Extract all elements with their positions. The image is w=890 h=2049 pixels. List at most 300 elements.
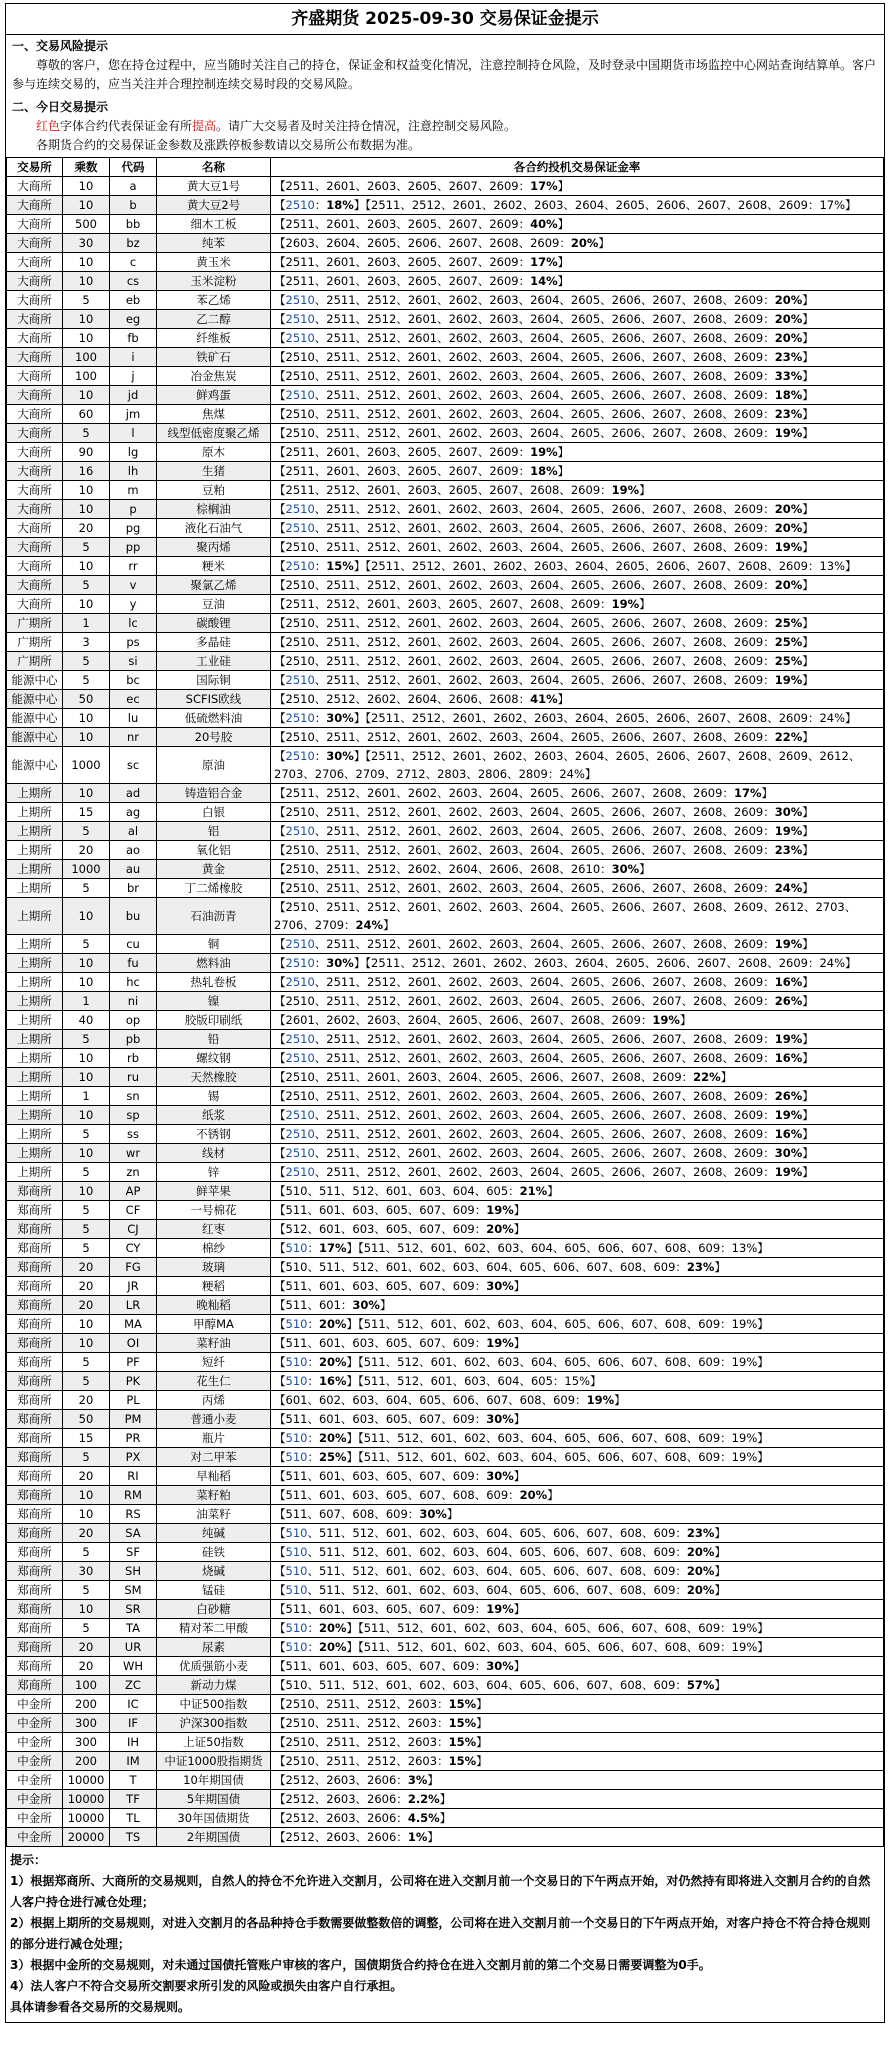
table-row xyxy=(7,803,884,822)
contract-list: 【2510、2511、2512、2601、2602、2603、2604、2605、2606、2607、2608、2609： xyxy=(274,654,775,668)
cell-margin-rates xyxy=(271,462,884,481)
table-row xyxy=(7,1752,884,1771)
cell-multiplier: 10 xyxy=(63,954,110,973)
contract-list: 【2510、2511、2512、2603： xyxy=(274,1716,449,1730)
contract-list-tail: 】 xyxy=(557,692,570,706)
cell-name: 原油 xyxy=(157,747,271,784)
cell-exchange: 广期所 xyxy=(7,633,63,652)
cell-exchange: 大商所 xyxy=(7,196,63,215)
table-row xyxy=(7,747,884,784)
cell-code: RM xyxy=(110,1486,157,1505)
cell-name: 中证500指数 xyxy=(157,1695,271,1714)
table-header-row xyxy=(7,158,884,177)
today-heading: 二、今日交易提示 xyxy=(12,100,109,114)
contract-list-tail: 】【2511、2512、2601、2602、2603、2604、2605、2606、2607、2608、2609：24%】 xyxy=(353,711,857,725)
table-row xyxy=(7,709,884,728)
cell-code: UR xyxy=(110,1638,157,1657)
raised-contract: 2510 xyxy=(285,1165,315,1179)
cell-code: cs xyxy=(110,272,157,291)
raised-contract: 2510 xyxy=(285,559,315,573)
table-row xyxy=(7,1277,884,1296)
contract-list: 【2510、2511、2512、2601、2602、2603、2604、2605、2606、2607、2608、2609： xyxy=(274,616,775,630)
table-row xyxy=(7,690,884,709)
contract-list-tail: 】【2511、2512、2601、2602、2603、2604、2605、2606、2607、2608、2609：24%】 xyxy=(353,956,857,970)
contract-list-tail: 】 xyxy=(802,635,814,649)
cell-code: sn xyxy=(110,1087,157,1106)
cell-multiplier: 5 xyxy=(63,424,110,443)
cell-multiplier: 5 xyxy=(63,1581,110,1600)
contract-list: 【2510、2512、2602、2604、2606、2608： xyxy=(274,692,531,706)
table-row xyxy=(7,1182,884,1201)
margin-rate: 25% xyxy=(774,654,803,668)
contract-list-tail: 】【2511、2512、2601、2602、2603、2604、2605、2606、2607、2608、2609：17%】 xyxy=(353,198,857,212)
raised-contract: 2510 xyxy=(285,1032,315,1046)
margin-rate: 30% xyxy=(486,1412,514,1426)
cell-code: y xyxy=(110,595,157,614)
table-row xyxy=(7,1657,884,1676)
cell-code: TS xyxy=(110,1828,157,1847)
cell-multiplier: 20 xyxy=(63,1524,110,1543)
cell-name: 黄大豆2号 xyxy=(157,196,271,215)
cell-margin-rates xyxy=(271,1182,884,1201)
margin-rate: 19% xyxy=(586,1393,615,1407)
contract-list-tail: 】 xyxy=(557,255,570,269)
cell-name: 白银 xyxy=(157,803,271,822)
cell-name: 早籼稻 xyxy=(157,1467,271,1486)
cell-name: 白砂糖 xyxy=(157,1600,271,1619)
margin-rate: 19% xyxy=(774,824,803,838)
cell-multiplier: 20 xyxy=(63,1657,110,1676)
cell-name: 纸浆 xyxy=(157,1106,271,1125)
contract-list-tail: 】【511、512、601、603、604、605：15%】 xyxy=(346,1374,602,1388)
contract-list: 【2511、2601、2603、2605、2607、2609： xyxy=(274,274,531,288)
contract-list: 【2512、2603、2606： xyxy=(274,1792,408,1806)
cell-multiplier: 5 xyxy=(63,879,110,898)
cell-code: rb xyxy=(110,1049,157,1068)
cell-name: 镍 xyxy=(157,992,271,1011)
margin-rate: 24% xyxy=(355,918,384,932)
table-row xyxy=(7,1695,884,1714)
cell-name: 铝 xyxy=(157,822,271,841)
contract-list-tail: 】 xyxy=(446,1507,459,1521)
cell-multiplier: 500 xyxy=(63,215,110,234)
table-row xyxy=(7,272,884,291)
cell-multiplier: 20 xyxy=(63,519,110,538)
contract-list-tail: 】【511、512、601、602、603、604、605、606、607、608、609：19%】 xyxy=(346,1640,769,1654)
table-row xyxy=(7,784,884,803)
header-exchange: 交易所 xyxy=(7,158,63,177)
contract-list: 、2511、2512、2601、2602、2603、2604、2605、2606、2607、2608、2609： xyxy=(314,312,775,326)
margin-rate: 19% xyxy=(652,1013,680,1027)
margin-rate: 18% xyxy=(326,198,354,212)
cell-margin-rates xyxy=(271,386,884,405)
cell-name: 工业硅 xyxy=(157,652,271,671)
red-word: 红色 xyxy=(36,119,61,133)
cell-code: fb xyxy=(110,329,157,348)
cell-exchange: 广期所 xyxy=(7,652,63,671)
raised-contract: 2510 xyxy=(285,502,315,516)
raised-contract: 2510 xyxy=(285,331,315,345)
margin-rate: 22% xyxy=(693,1070,721,1084)
contract-list: 【2511、2512、2601、2603、2605、2607、2608、2609： xyxy=(274,597,612,611)
contract-list-tail: 】 xyxy=(802,350,814,364)
margin-rate: 19% xyxy=(774,540,803,554)
cell-multiplier: 10 xyxy=(63,973,110,992)
cell-name: 冶金焦炭 xyxy=(157,367,271,386)
cell-exchange: 郑商所 xyxy=(7,1505,63,1524)
open-bracket: 【 xyxy=(274,673,286,687)
table-row xyxy=(7,1410,884,1429)
contract-list-tail: 】 xyxy=(513,1602,526,1616)
contract-list-tail: 】 xyxy=(639,597,651,611)
cell-multiplier: 100 xyxy=(63,1676,110,1695)
cell-multiplier: 16 xyxy=(63,462,110,481)
cell-margin-rates xyxy=(271,860,884,879)
cell-multiplier: 5 xyxy=(63,1448,110,1467)
contract-list: 【2601、2602、2603、2604、2605、2606、2607、2608、2609： xyxy=(274,1013,653,1027)
cell-exchange: 大商所 xyxy=(7,538,63,557)
margin-rate: 40% xyxy=(530,217,558,231)
margin-rate: 15% xyxy=(326,559,354,573)
cell-code: IH xyxy=(110,1733,157,1752)
cell-exchange: 上期所 xyxy=(7,898,63,935)
contract-list-tail: 】 xyxy=(714,1583,726,1597)
open-bracket: 【 xyxy=(274,1564,286,1578)
table-row xyxy=(7,935,884,954)
cell-exchange: 能源中心 xyxy=(7,671,63,690)
margin-rate: 16% xyxy=(318,1374,347,1388)
contract-list: ： xyxy=(314,198,327,212)
cell-multiplier: 20 xyxy=(63,1258,110,1277)
cell-name: 国际铜 xyxy=(157,671,271,690)
cell-margin-rates xyxy=(271,557,884,576)
cell-code: ru xyxy=(110,1068,157,1087)
contract-list-tail: 】 xyxy=(513,1222,526,1236)
contract-list: 、2511、2512、2601、2602、2603、2604、2605、2606、2607、2608、2609： xyxy=(314,824,775,838)
cell-name: 氧化铝 xyxy=(157,841,271,860)
cell-code: si xyxy=(110,652,157,671)
cell-name: 铸造铝合金 xyxy=(157,784,271,803)
contract-list-tail: 】 xyxy=(802,994,814,1008)
cell-exchange: 能源中心 xyxy=(7,690,63,709)
cell-multiplier: 10 xyxy=(63,1486,110,1505)
raised-contract: 510 xyxy=(285,1241,308,1255)
contract-list: 【2510、2511、2512、2601、2602、2603、2604、2605、2606、2607、2608、2609： xyxy=(274,369,775,383)
contract-list: 、2511、2512、2601、2602、2603、2604、2605、2606、2607、2608、2609： xyxy=(314,1051,775,1065)
cell-margin-rates xyxy=(271,1429,884,1448)
raised-contract: 510 xyxy=(285,1545,308,1559)
cell-exchange: 大商所 xyxy=(7,177,63,196)
cell-margin-rates xyxy=(271,329,884,348)
table-row xyxy=(7,386,884,405)
cell-multiplier: 10 xyxy=(63,310,110,329)
contract-list: 【2510、2511、2512、2603： xyxy=(274,1735,449,1749)
cell-code: bu xyxy=(110,898,157,935)
cell-margin-rates xyxy=(271,1562,884,1581)
cell-multiplier: 5 xyxy=(63,1030,110,1049)
cell-multiplier: 10 xyxy=(63,1144,110,1163)
margin-rate: 30% xyxy=(352,1298,380,1312)
cell-exchange: 大商所 xyxy=(7,576,63,595)
contract-list-tail: 】 xyxy=(802,1108,814,1122)
table-row xyxy=(7,1315,884,1334)
cell-margin-rates xyxy=(271,1524,884,1543)
table-row xyxy=(7,538,884,557)
cell-multiplier: 10 xyxy=(63,196,110,215)
cell-name: 硅铁 xyxy=(157,1543,271,1562)
cell-multiplier: 1 xyxy=(63,1087,110,1106)
cell-name: 豆粕 xyxy=(157,481,271,500)
cell-exchange: 大商所 xyxy=(7,291,63,310)
cell-multiplier: 5 xyxy=(63,1220,110,1239)
open-bracket: 【 xyxy=(274,824,286,838)
cell-margin-rates xyxy=(271,1638,884,1657)
cell-multiplier: 20 xyxy=(63,841,110,860)
cell-code: IC xyxy=(110,1695,157,1714)
table-row xyxy=(7,1581,884,1600)
contract-list-tail: 】 xyxy=(598,236,610,250)
margin-rate: 17% xyxy=(530,179,558,193)
cell-multiplier: 3 xyxy=(63,633,110,652)
contract-list-tail: 】 xyxy=(639,483,651,497)
contract-list-tail: 】 xyxy=(679,1013,692,1027)
cell-margin-rates xyxy=(271,1030,884,1049)
open-bracket: 【 xyxy=(274,312,286,326)
table-row xyxy=(7,1144,884,1163)
margin-rate: 19% xyxy=(486,1336,514,1350)
cell-exchange: 大商所 xyxy=(7,443,63,462)
cell-exchange: 中金所 xyxy=(7,1828,63,1847)
cell-name: 纤维板 xyxy=(157,329,271,348)
margin-rate: 25% xyxy=(774,635,803,649)
cell-exchange: 郑商所 xyxy=(7,1258,63,1277)
cell-code: CJ xyxy=(110,1220,157,1239)
cell-exchange: 郑商所 xyxy=(7,1600,63,1619)
margin-rate: 14% xyxy=(530,274,558,288)
contract-list: 、2511、2512、2601、2602、2603、2604、2605、2606、2607、2608、2609： xyxy=(314,521,775,535)
contract-list: 【2511、2601、2603、2605、2607、2609： xyxy=(274,255,531,269)
table-row xyxy=(7,481,884,500)
raised-contract: 2510 xyxy=(285,293,315,307)
table-row xyxy=(7,1391,884,1410)
cell-name: 螺纹钢 xyxy=(157,1049,271,1068)
raised-contract: 2510 xyxy=(285,749,315,763)
open-bracket: 【 xyxy=(274,1165,286,1179)
cell-margin-rates xyxy=(271,1619,884,1638)
cell-margin-rates xyxy=(271,443,884,462)
table-row xyxy=(7,1011,884,1030)
cell-margin-rates xyxy=(271,671,884,690)
cell-name: 短纤 xyxy=(157,1353,271,1372)
cell-exchange: 郑商所 xyxy=(7,1410,63,1429)
contract-list: 、2511、2512、2601、2602、2603、2604、2605、2606、2607、2608、2609： xyxy=(314,293,775,307)
cell-exchange: 上期所 xyxy=(7,1125,63,1144)
cell-code: LR xyxy=(110,1296,157,1315)
open-bracket: 【 xyxy=(274,1450,286,1464)
cell-exchange: 郑商所 xyxy=(7,1638,63,1657)
contract-list: ： xyxy=(307,1317,319,1331)
raised-contract: 2510 xyxy=(285,1051,315,1065)
margin-rate: 23% xyxy=(774,407,803,421)
cell-exchange: 能源中心 xyxy=(7,709,63,728)
cell-margin-rates xyxy=(271,367,884,386)
header-name: 名称 xyxy=(157,158,271,177)
contract-list-tail: 】 xyxy=(513,1469,526,1483)
open-bracket: 【 xyxy=(274,937,286,951)
cell-multiplier: 5 xyxy=(63,1619,110,1638)
cell-name: 对二甲苯 xyxy=(157,1448,271,1467)
cell-exchange: 上期所 xyxy=(7,803,63,822)
contract-list-tail: 】 xyxy=(802,1051,814,1065)
cell-multiplier: 30 xyxy=(63,234,110,253)
cell-multiplier: 10000 xyxy=(63,1790,110,1809)
margin-rate: 18% xyxy=(774,388,803,402)
cell-margin-rates xyxy=(271,1353,884,1372)
contract-list: 【511、607、608、609： xyxy=(274,1507,420,1521)
cell-margin-rates xyxy=(271,424,884,443)
cell-margin-rates xyxy=(271,1505,884,1524)
raised-contract: 2510 xyxy=(285,711,315,725)
contract-list: 【510、511、512、601、602、603、604、605、606、607、608、609： xyxy=(274,1260,687,1274)
cell-margin-rates xyxy=(271,1657,884,1676)
table-row xyxy=(7,1828,884,1847)
open-bracket: 【 xyxy=(274,711,286,725)
contract-list-tail: 】 xyxy=(513,1659,526,1673)
cell-multiplier: 20 xyxy=(63,1467,110,1486)
open-bracket: 【 xyxy=(274,1640,286,1654)
contract-list: 、2511、2512、2601、2602、2603、2604、2605、2606、2607、2608、2609： xyxy=(314,673,775,687)
contract-list-tail: 】 xyxy=(802,616,814,630)
cell-exchange: 大商所 xyxy=(7,367,63,386)
contract-list-tail: 】 xyxy=(802,426,814,440)
cell-exchange: 上期所 xyxy=(7,992,63,1011)
cell-exchange: 上期所 xyxy=(7,1163,63,1182)
cell-name: 不锈钢 xyxy=(157,1125,271,1144)
cell-exchange: 中金所 xyxy=(7,1809,63,1828)
cell-code: eg xyxy=(110,310,157,329)
contract-list: 、511、512、601、602、603、604、605、606、607、608、609： xyxy=(307,1526,687,1540)
raised-contract: 2510 xyxy=(285,956,315,970)
contract-list: 【2512、2603、2606： xyxy=(274,1811,408,1825)
cell-multiplier: 10 xyxy=(63,557,110,576)
cell-multiplier: 10 xyxy=(63,1182,110,1201)
table-row xyxy=(7,1619,884,1638)
cell-name: 黄玉米 xyxy=(157,253,271,272)
margin-rate: 30% xyxy=(774,1146,803,1160)
margin-rate: 25% xyxy=(318,1450,347,1464)
open-bracket: 【 xyxy=(274,1374,286,1388)
cell-margin-rates xyxy=(271,1543,884,1562)
margin-rate: 20% xyxy=(686,1564,715,1578)
contract-list: 【2510、2511、2601、2603、2604、2605、2606、2607、2608、2609： xyxy=(274,1070,694,1084)
contract-list-tail: 】 xyxy=(802,730,814,744)
cell-margin-rates xyxy=(271,1201,884,1220)
table-row xyxy=(7,1448,884,1467)
cell-margin-rates xyxy=(271,652,884,671)
contract-list-tail: 】【511、512、601、602、603、604、605、606、607、608、609：19%】 xyxy=(346,1431,769,1445)
contract-list: 【510、511、512、601、603、604、605： xyxy=(274,1184,520,1198)
cell-multiplier: 20 xyxy=(63,1638,110,1657)
risk-section xyxy=(6,35,884,96)
contract-list: 【511、601、603、605、607、609： xyxy=(274,1203,487,1217)
cell-code: IM xyxy=(110,1752,157,1771)
cell-margin-rates xyxy=(271,1676,884,1695)
contract-list: 【2510、2511、2512、2601、2602、2603、2604、2605、2606、2607、2608、2609： xyxy=(274,407,775,421)
cell-code: ss xyxy=(110,1125,157,1144)
margin-rate: 17% xyxy=(733,786,762,800)
contract-list-tail: 】 xyxy=(802,578,814,592)
cell-exchange: 广期所 xyxy=(7,614,63,633)
contract-list-tail: 】 xyxy=(513,1279,526,1293)
cell-margin-rates xyxy=(271,1486,884,1505)
open-bracket: 【 xyxy=(274,956,286,970)
cell-margin-rates xyxy=(271,1752,884,1771)
cell-margin-rates xyxy=(271,1391,884,1410)
contract-list: 【2510、2511、2512、2601、2602、2603、2604、2605、2606、2607、2608、2609： xyxy=(274,730,775,744)
margin-rate: 20% xyxy=(774,578,803,592)
cell-code: SR xyxy=(110,1600,157,1619)
cell-multiplier: 5 xyxy=(63,1201,110,1220)
contract-list-tail: 】 xyxy=(802,388,814,402)
contract-list-tail: 】 xyxy=(557,217,570,231)
contract-list-tail: 】 xyxy=(802,1089,814,1103)
contract-list-tail: 】 xyxy=(802,312,814,326)
cell-multiplier: 1000 xyxy=(63,747,110,784)
margin-rate: 20% xyxy=(774,312,803,326)
contract-list-tail: 】 xyxy=(802,824,814,838)
cell-exchange: 郑商所 xyxy=(7,1657,63,1676)
open-bracket: 【 xyxy=(274,975,286,989)
open-bracket: 【 xyxy=(274,749,286,763)
raised-contract: 510 xyxy=(285,1526,308,1540)
contract-list: 【2511、2601、2603、2605、2607、2609： xyxy=(274,445,531,459)
cell-margin-rates xyxy=(271,803,884,822)
contract-list: 【2510、2511、2512、2601、2602、2603、2604、2605、2606、2607、2608、2609： xyxy=(274,843,775,857)
contract-list: 【2510、2511、2512、2601、2602、2603、2604、2605、2606、2607、2608、2609： xyxy=(274,805,775,819)
cell-margin-rates xyxy=(271,291,884,310)
contract-list: 、2511、2512、2601、2602、2603、2604、2605、2606、2607、2608、2609： xyxy=(314,975,775,989)
margin-rate: 1% xyxy=(407,1830,428,1844)
cell-margin-rates xyxy=(271,614,884,633)
cell-name: 红枣 xyxy=(157,1220,271,1239)
contract-list-tail: 】 xyxy=(557,179,570,193)
table-row xyxy=(7,329,884,348)
cell-multiplier: 30 xyxy=(63,1562,110,1581)
contract-list-tail: 】 xyxy=(557,274,570,288)
table-row xyxy=(7,1353,884,1372)
cell-code: SA xyxy=(110,1524,157,1543)
contract-list: 【2511、2601、2603、2605、2607、2609： xyxy=(274,464,531,478)
table-row xyxy=(7,1296,884,1315)
cell-multiplier: 10 xyxy=(63,709,110,728)
cell-name: 棕榈油 xyxy=(157,500,271,519)
cell-multiplier: 60 xyxy=(63,405,110,424)
cell-margin-rates xyxy=(271,1600,884,1619)
margin-rate: 20% xyxy=(686,1545,715,1559)
margin-rate: 30% xyxy=(486,1469,514,1483)
cell-code: au xyxy=(110,860,157,879)
cell-margin-rates xyxy=(271,1790,884,1809)
raised-contract: 510 xyxy=(285,1374,308,1388)
contract-list: 【510、511、512、601、602、603、604、605、606、607、608、609： xyxy=(274,1678,687,1692)
margin-rate: 25% xyxy=(774,616,803,630)
table-row xyxy=(7,898,884,935)
contract-list-tail: 】 xyxy=(439,1811,452,1825)
cell-name: 棉纱 xyxy=(157,1239,271,1258)
cell-margin-rates xyxy=(271,519,884,538)
cell-multiplier: 10 xyxy=(63,386,110,405)
table-row xyxy=(7,879,884,898)
